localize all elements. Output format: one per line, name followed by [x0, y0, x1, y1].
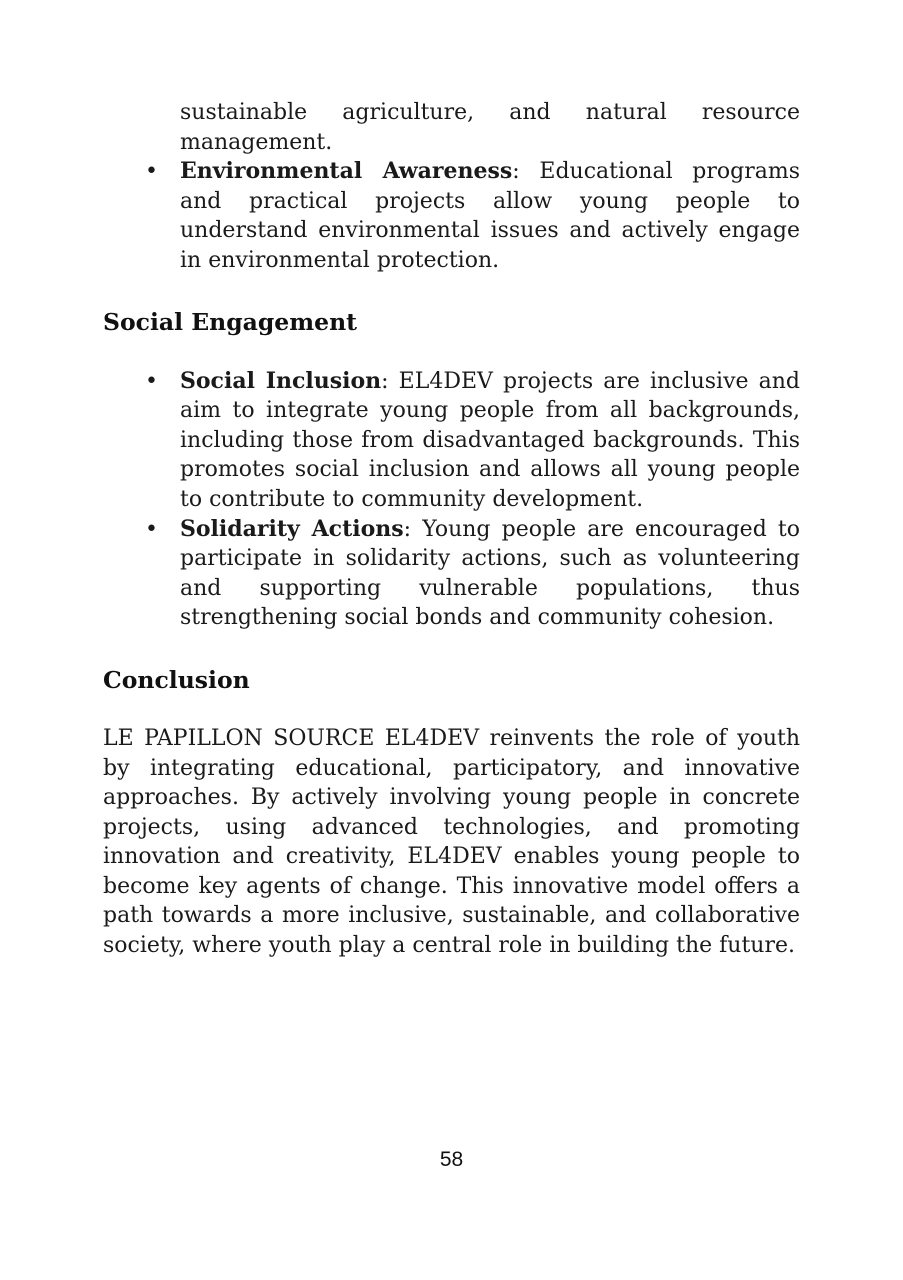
list-item-continuation-text: sustainable agriculture, and natural resource management.: [180, 100, 800, 155]
list-item-term: Social Inclusion: [180, 367, 382, 394]
bullet-icon: •: [145, 368, 158, 394]
list-item-text: Young people are encouraged to participate in solidarity actions, such as volunteering and supporting vulnerable populations, thus strengthening social bonds and community cohesion.: [180, 516, 801, 631]
list-item-text: Educational programs and practical projects allow young people to understand environmental issues and actively engage in environmental protection.: [180, 159, 801, 273]
bullet-icon: •: [145, 516, 158, 542]
list-item-separator: :: [403, 516, 423, 542]
list-item-text: EL4DEV projects are inclusive and aim to integrate young people from all backgrounds, including those from disadvantaged backgrounds. This promotes social inclusion and allows all young people to contribute to community development.: [180, 368, 800, 512]
list-item-separator: :: [512, 159, 540, 185]
list-item-social-inclusion: [103, 367, 800, 515]
page-number: 58: [439, 1148, 464, 1171]
conclusion-paragraph: LE PAPILLON SOURCE EL4DEV reinvents the role of youth by integrating educational, participatory, and innovative approaches. By actively involving young people in concrete projects, using advanced technologies, and promoting innovation and creativity, EL4DEV enables young people to become key agents of change. This innovative model offers a path towards a more inclusive, sustainable, and collaborative society, where youth play a central role in building the future.: [103, 725, 800, 959]
list-item-environmental-awareness: [103, 157, 800, 275]
section-heading-conclusion: Conclusion: [103, 665, 250, 694]
list-item-term: Solidarity Actions: [180, 515, 404, 542]
page-content: [103, 98, 800, 961]
list-item-separator: :: [381, 368, 399, 394]
list-item-solidarity-actions: [103, 515, 800, 633]
section-heading-social-engagement: Social Engagement: [103, 307, 358, 336]
list-item-term: Environmental Awareness: [180, 158, 513, 185]
bullet-icon: •: [145, 159, 158, 185]
